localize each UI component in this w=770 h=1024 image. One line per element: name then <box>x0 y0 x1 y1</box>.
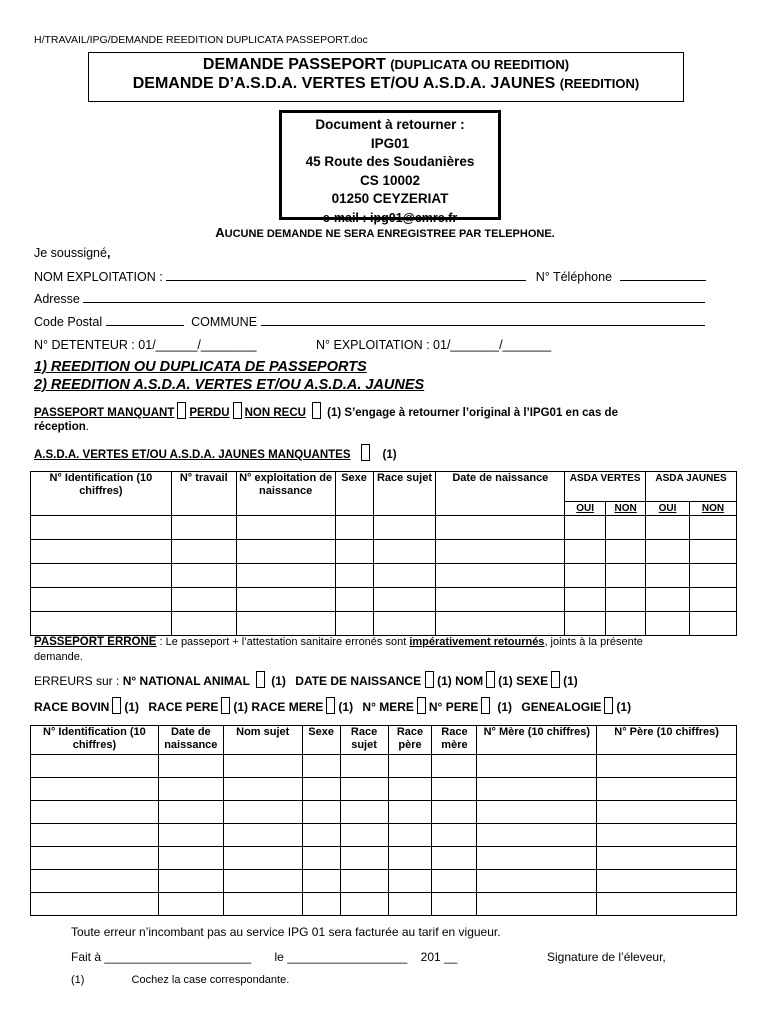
errors-table-body <box>31 755 737 916</box>
col-asda-jaunes: ASDA JAUNES <box>646 472 737 502</box>
table-cell[interactable] <box>223 847 302 870</box>
table-cell[interactable] <box>565 612 606 636</box>
table-cell[interactable] <box>171 516 236 540</box>
col-vertes-non: NON <box>606 502 646 516</box>
note-ref: (1) <box>498 674 513 688</box>
table-cell[interactable] <box>302 801 340 824</box>
col-sexe: Sexe <box>335 472 373 516</box>
engage-checkbox[interactable] <box>312 402 321 419</box>
table-cell[interactable] <box>436 540 565 564</box>
table-cell[interactable] <box>223 755 302 778</box>
erreurs-line-2 <box>34 697 754 714</box>
table-cell[interactable] <box>302 824 340 847</box>
table-cell[interactable] <box>236 516 335 540</box>
table-cell[interactable] <box>31 540 172 564</box>
col-race-pere: Race père <box>388 726 432 755</box>
nom-exploitation-line <box>34 270 734 284</box>
table-row <box>31 516 737 540</box>
notice-end: . <box>551 228 555 240</box>
table-cell[interactable] <box>335 564 373 588</box>
address-line: 01250 CEYZERIAT <box>331 191 449 206</box>
errone-text-1: : Le passeport + l’attestation sanitaire erronés sont <box>156 636 410 648</box>
table-cell[interactable] <box>236 564 335 588</box>
perdu-checkbox[interactable] <box>177 402 186 419</box>
col-jaunes-non: NON <box>689 502 736 516</box>
table-cell[interactable] <box>373 516 436 540</box>
mere-checkbox[interactable] <box>417 697 426 714</box>
table-cell[interactable] <box>340 893 388 916</box>
col-race-sujet: Race sujet <box>340 726 388 755</box>
year-field[interactable]: 201 __ <box>420 950 458 964</box>
pere-checkbox[interactable] <box>481 697 490 714</box>
race-bovin-checkbox[interactable] <box>112 697 121 714</box>
table-cell[interactable] <box>606 588 646 612</box>
table-cell[interactable] <box>689 612 736 636</box>
section-2-title <box>34 377 424 393</box>
date-label: DATE DE NAISSANCE <box>295 674 422 688</box>
code-postal-line <box>34 315 734 329</box>
table-cell[interactable] <box>373 588 436 612</box>
nom-label: NOM <box>455 674 484 688</box>
asda-table <box>30 471 737 636</box>
table-cell[interactable] <box>340 870 388 893</box>
non-recu-checkbox[interactable] <box>233 402 242 419</box>
table-cell[interactable] <box>158 824 223 847</box>
address-line: CS 10002 <box>359 172 421 188</box>
title-main-2: DEMANDE D’A.S.D.A. VERTES ET/OU A.S.D.A. JAUNES <box>132 75 556 92</box>
section-1-title <box>34 359 367 375</box>
return-address-box <box>279 110 501 225</box>
passeport-errone-line <box>34 636 734 648</box>
notice-initial: A <box>215 225 225 240</box>
table-cell[interactable] <box>477 870 597 893</box>
race-pere-label: RACE PERE <box>148 700 219 714</box>
sexe-checkbox[interactable] <box>551 671 560 688</box>
nom-checkbox[interactable] <box>486 671 495 688</box>
non-recu-label: NON RECU <box>244 407 306 419</box>
col-vertes-oui: OUI <box>565 502 606 516</box>
col-race-mere: Race mère <box>432 726 477 755</box>
title-line-2 <box>89 75 683 93</box>
table-cell[interactable] <box>171 540 236 564</box>
table-cell[interactable] <box>373 540 436 564</box>
table-row <box>31 588 737 612</box>
demande-line <box>34 651 83 663</box>
table-cell[interactable] <box>477 755 597 778</box>
table-cell[interactable] <box>388 847 432 870</box>
errone-emphasis: impérativement retournés <box>409 636 545 648</box>
passeport-errone-label: PASSEPORT ERRONE <box>34 636 157 648</box>
date-field[interactable]: le __________________ <box>274 950 408 964</box>
table-cell[interactable] <box>340 778 388 801</box>
note-ref: (1) <box>271 674 286 688</box>
detenteur-line <box>34 338 551 352</box>
note-ref: (1) <box>563 674 578 688</box>
col-sexe: Sexe <box>302 726 340 755</box>
table-cell[interactable] <box>689 516 736 540</box>
table-cell[interactable] <box>302 847 340 870</box>
table-cell[interactable] <box>606 540 646 564</box>
table-cell[interactable] <box>388 778 432 801</box>
table-cell[interactable] <box>335 588 373 612</box>
table-cell[interactable] <box>565 588 606 612</box>
table-cell[interactable] <box>335 612 373 636</box>
table-cell[interactable] <box>171 612 236 636</box>
title-sub-2: (REEDITION) <box>559 76 640 91</box>
address-line: Document à retourner : <box>315 117 465 132</box>
table-cell[interactable] <box>335 516 373 540</box>
col-identification: N° Identification (10 chiffres) <box>31 472 172 516</box>
table-cell[interactable] <box>436 564 565 588</box>
erreurs-line-1 <box>34 671 754 688</box>
note-ref: (1) <box>338 700 354 714</box>
table-cell[interactable] <box>158 755 223 778</box>
table-row <box>31 778 737 801</box>
no-phone-notice <box>0 225 770 240</box>
section-2-text: 2) REEDITION A.S.D.A. VERTES ET/OU A.S.D.A. JAUNES <box>34 377 425 393</box>
race-mere-label: RACE MERE <box>251 700 324 714</box>
telephone-label: N° Téléphone <box>535 270 613 284</box>
soussigne-comma: , <box>106 246 111 260</box>
col-num-pere: N° Père (10 chiffres) <box>597 726 737 755</box>
table-cell[interactable] <box>388 801 432 824</box>
detenteur-field[interactable]: N° DETENTEUR : 01/______/________ <box>34 338 257 352</box>
table-cell[interactable] <box>158 778 223 801</box>
table-cell[interactable] <box>565 516 606 540</box>
asda-manquantes-checkbox[interactable] <box>361 444 370 461</box>
asda-manquantes-label: A.S.D.A. VERTES ET/OU A.S.D.A. JAUNES MANQUANTES <box>34 449 351 461</box>
signature-label: Signature de l’éleveur, <box>547 950 666 964</box>
code-postal-label: Code Postal <box>34 315 103 329</box>
race-pere-checkbox[interactable] <box>221 697 230 714</box>
table-cell[interactable] <box>436 612 565 636</box>
table-cell[interactable] <box>432 801 477 824</box>
table-cell[interactable] <box>31 588 172 612</box>
race-mere-checkbox[interactable] <box>326 697 335 714</box>
table-cell[interactable] <box>31 824 159 847</box>
table-cell[interactable] <box>436 516 565 540</box>
table-cell[interactable] <box>646 612 690 636</box>
table-cell[interactable] <box>388 893 432 916</box>
table-cell[interactable] <box>171 588 236 612</box>
table-cell[interactable] <box>646 516 690 540</box>
table-cell[interactable] <box>31 516 172 540</box>
table-row <box>31 755 737 778</box>
date-checkbox[interactable] <box>425 671 434 688</box>
table-cell[interactable] <box>597 847 737 870</box>
table-cell[interactable] <box>606 612 646 636</box>
table-cell[interactable] <box>606 516 646 540</box>
table-cell[interactable] <box>689 540 736 564</box>
table-row <box>31 612 737 636</box>
table-cell[interactable] <box>158 801 223 824</box>
facturation-note: Toute erreur n’incombant pas au service IPG 01 sera facturée au tarif en vigueur. <box>71 925 501 939</box>
table-cell[interactable] <box>31 847 159 870</box>
table-cell[interactable] <box>223 801 302 824</box>
table-cell[interactable] <box>432 755 477 778</box>
table-cell[interactable] <box>236 588 335 612</box>
table-cell[interactable] <box>597 778 737 801</box>
footnote <box>71 974 289 986</box>
table-cell[interactable] <box>340 755 388 778</box>
note-ref: (1) <box>497 700 513 714</box>
erreurs-prefix: ERREURS sur : <box>34 674 123 688</box>
note-ref: (1) <box>233 700 249 714</box>
adresse-line <box>34 292 734 306</box>
table-cell[interactable] <box>31 893 159 916</box>
table-cell[interactable] <box>223 824 302 847</box>
title-box <box>88 52 684 102</box>
genealogie-label: GENEALOGIE <box>521 700 602 714</box>
table-cell[interactable] <box>432 870 477 893</box>
table-cell[interactable] <box>31 778 159 801</box>
table-cell[interactable] <box>31 755 159 778</box>
table-cell[interactable] <box>606 564 646 588</box>
table-cell[interactable] <box>597 870 737 893</box>
table-cell[interactable] <box>432 847 477 870</box>
table-cell[interactable] <box>373 564 436 588</box>
reception-period: . <box>85 421 89 433</box>
genealogie-checkbox[interactable] <box>604 697 613 714</box>
table-cell[interactable] <box>302 755 340 778</box>
table-cell[interactable] <box>477 893 597 916</box>
table-cell[interactable] <box>597 755 737 778</box>
table-cell[interactable] <box>158 847 223 870</box>
table-cell[interactable] <box>302 893 340 916</box>
table-cell[interactable] <box>432 893 477 916</box>
notice-text: UCUNE DEMANDE NE SERA ENREGISTREE PAR TELEPHONE <box>224 228 552 240</box>
asda-manquantes-line <box>34 444 397 461</box>
table-cell[interactable] <box>158 893 223 916</box>
file-path: H/TRAVAIL/IPG/DEMANDE REEDITION DUPLICATA PASSEPORT.doc <box>34 34 368 46</box>
note-ref: (1) <box>437 674 452 688</box>
table-cell[interactable] <box>388 824 432 847</box>
table-cell[interactable] <box>565 540 606 564</box>
table-cell[interactable] <box>171 564 236 588</box>
table-cell[interactable] <box>477 778 597 801</box>
table-cell[interactable] <box>436 588 565 612</box>
table-cell[interactable] <box>335 540 373 564</box>
mere-label: N° MERE <box>362 700 414 714</box>
col-jaunes-oui: OUI <box>646 502 690 516</box>
table-cell[interactable] <box>689 588 736 612</box>
title-main-1: DEMANDE PASSEPORT <box>202 56 386 73</box>
col-nom-sujet: Nom sujet <box>223 726 302 755</box>
telephone-field[interactable] <box>620 270 706 281</box>
table-cell[interactable] <box>340 847 388 870</box>
table-cell[interactable] <box>477 847 597 870</box>
perdu-label: PERDU <box>189 407 230 419</box>
engage-text: (1) S’engage à retourner l’original à l’IPG01 en cas de <box>327 407 618 419</box>
table-cell[interactable] <box>432 824 477 847</box>
fait-a-field[interactable]: Fait à ______________________ <box>71 950 252 964</box>
soussigne-line <box>34 246 110 260</box>
table-row <box>31 540 737 564</box>
note-ref: (1) <box>616 700 632 714</box>
errone-text-2: , joints à la présente <box>544 636 643 648</box>
passeport-manquant-line <box>34 402 734 419</box>
table-cell[interactable] <box>597 893 737 916</box>
table-cell[interactable] <box>31 564 172 588</box>
table-cell[interactable] <box>340 801 388 824</box>
table-cell[interactable] <box>646 540 690 564</box>
col-date-naissance: Date de naissance <box>436 472 565 516</box>
errone-text-3: demande. <box>34 651 83 663</box>
table-row <box>31 801 737 824</box>
signature-line <box>71 950 731 964</box>
table-cell[interactable] <box>597 801 737 824</box>
table-cell[interactable] <box>340 824 388 847</box>
table-cell[interactable] <box>236 612 335 636</box>
soussigne-label: Je soussigné <box>34 246 107 260</box>
footnote-text: Cochez la case correspondante. <box>131 974 290 986</box>
national-label: N° NATIONAL ANIMAL <box>122 674 250 688</box>
table-cell[interactable] <box>302 870 340 893</box>
address-line: 45 Route des Soudanières <box>305 154 475 169</box>
table-cell[interactable] <box>388 755 432 778</box>
table-row <box>31 564 737 588</box>
nom-exploitation-field[interactable] <box>166 270 526 281</box>
address-line: IPG01 <box>370 135 410 151</box>
title-line-1 <box>89 56 683 74</box>
table-cell[interactable] <box>646 588 690 612</box>
table-row <box>31 893 737 916</box>
nom-exploitation-label: NOM EXPLOITATION : <box>34 270 163 284</box>
section-1-text: 1) REEDITION OU DUPLICATA DE PASSEPORTS <box>34 359 367 375</box>
table-cell[interactable] <box>373 612 436 636</box>
race-bovin-label: RACE BOVIN <box>34 700 110 714</box>
table-cell[interactable] <box>565 564 606 588</box>
col-num-mere: N° Mère (10 chiffres) <box>477 726 597 755</box>
table-cell[interactable] <box>236 540 335 564</box>
table-cell[interactable] <box>223 778 302 801</box>
col-exploitation: N° exploitation de naissance <box>236 472 335 516</box>
table-cell[interactable] <box>597 824 737 847</box>
col-travail: N° travail <box>171 472 236 516</box>
sexe-label: SEXE <box>516 674 549 688</box>
asda-table-body <box>31 516 737 636</box>
table-row <box>31 824 737 847</box>
code-postal-field[interactable] <box>106 315 184 326</box>
title-sub-1: (DUPLICATA OU REEDITION) <box>390 57 570 72</box>
note-ref: (1) <box>124 700 140 714</box>
pere-label: N° PERE <box>428 700 479 714</box>
table-cell[interactable] <box>477 801 597 824</box>
col-race: Race sujet <box>373 472 436 516</box>
reception-text: réception <box>34 421 86 433</box>
footnote-number: (1) <box>71 974 85 986</box>
table-cell[interactable] <box>158 870 223 893</box>
table-row <box>31 847 737 870</box>
table-cell[interactable] <box>689 564 736 588</box>
table-cell[interactable] <box>31 870 159 893</box>
commune-field[interactable] <box>261 315 705 326</box>
passeport-manquant-label: PASSEPORT MANQUANT <box>34 407 175 419</box>
asda-note: (1) <box>382 449 397 461</box>
exploitation-field[interactable]: N° EXPLOITATION : 01/_______/_______ <box>315 338 552 352</box>
col-asda-vertes: ASDA VERTES <box>565 472 646 502</box>
table-cell[interactable] <box>388 870 432 893</box>
table-cell[interactable] <box>432 778 477 801</box>
adresse-label: Adresse <box>34 292 80 306</box>
table-cell[interactable] <box>31 612 172 636</box>
reception-line <box>34 421 89 433</box>
table-cell[interactable] <box>646 564 690 588</box>
table-cell[interactable] <box>477 824 597 847</box>
adresse-field[interactable] <box>83 292 705 303</box>
col-date-naissance: Date de naissance <box>158 726 223 755</box>
table-cell[interactable] <box>223 870 302 893</box>
errors-table <box>30 725 737 916</box>
table-cell[interactable] <box>223 893 302 916</box>
col-identification: N° Identification (10 chiffres) <box>31 726 159 755</box>
commune-label: COMMUNE <box>191 315 258 329</box>
table-cell[interactable] <box>31 801 159 824</box>
national-checkbox[interactable] <box>256 671 265 688</box>
table-cell[interactable] <box>302 778 340 801</box>
address-email: e-mail : ipg01@cmre.fr <box>322 210 458 225</box>
table-row <box>31 870 737 893</box>
